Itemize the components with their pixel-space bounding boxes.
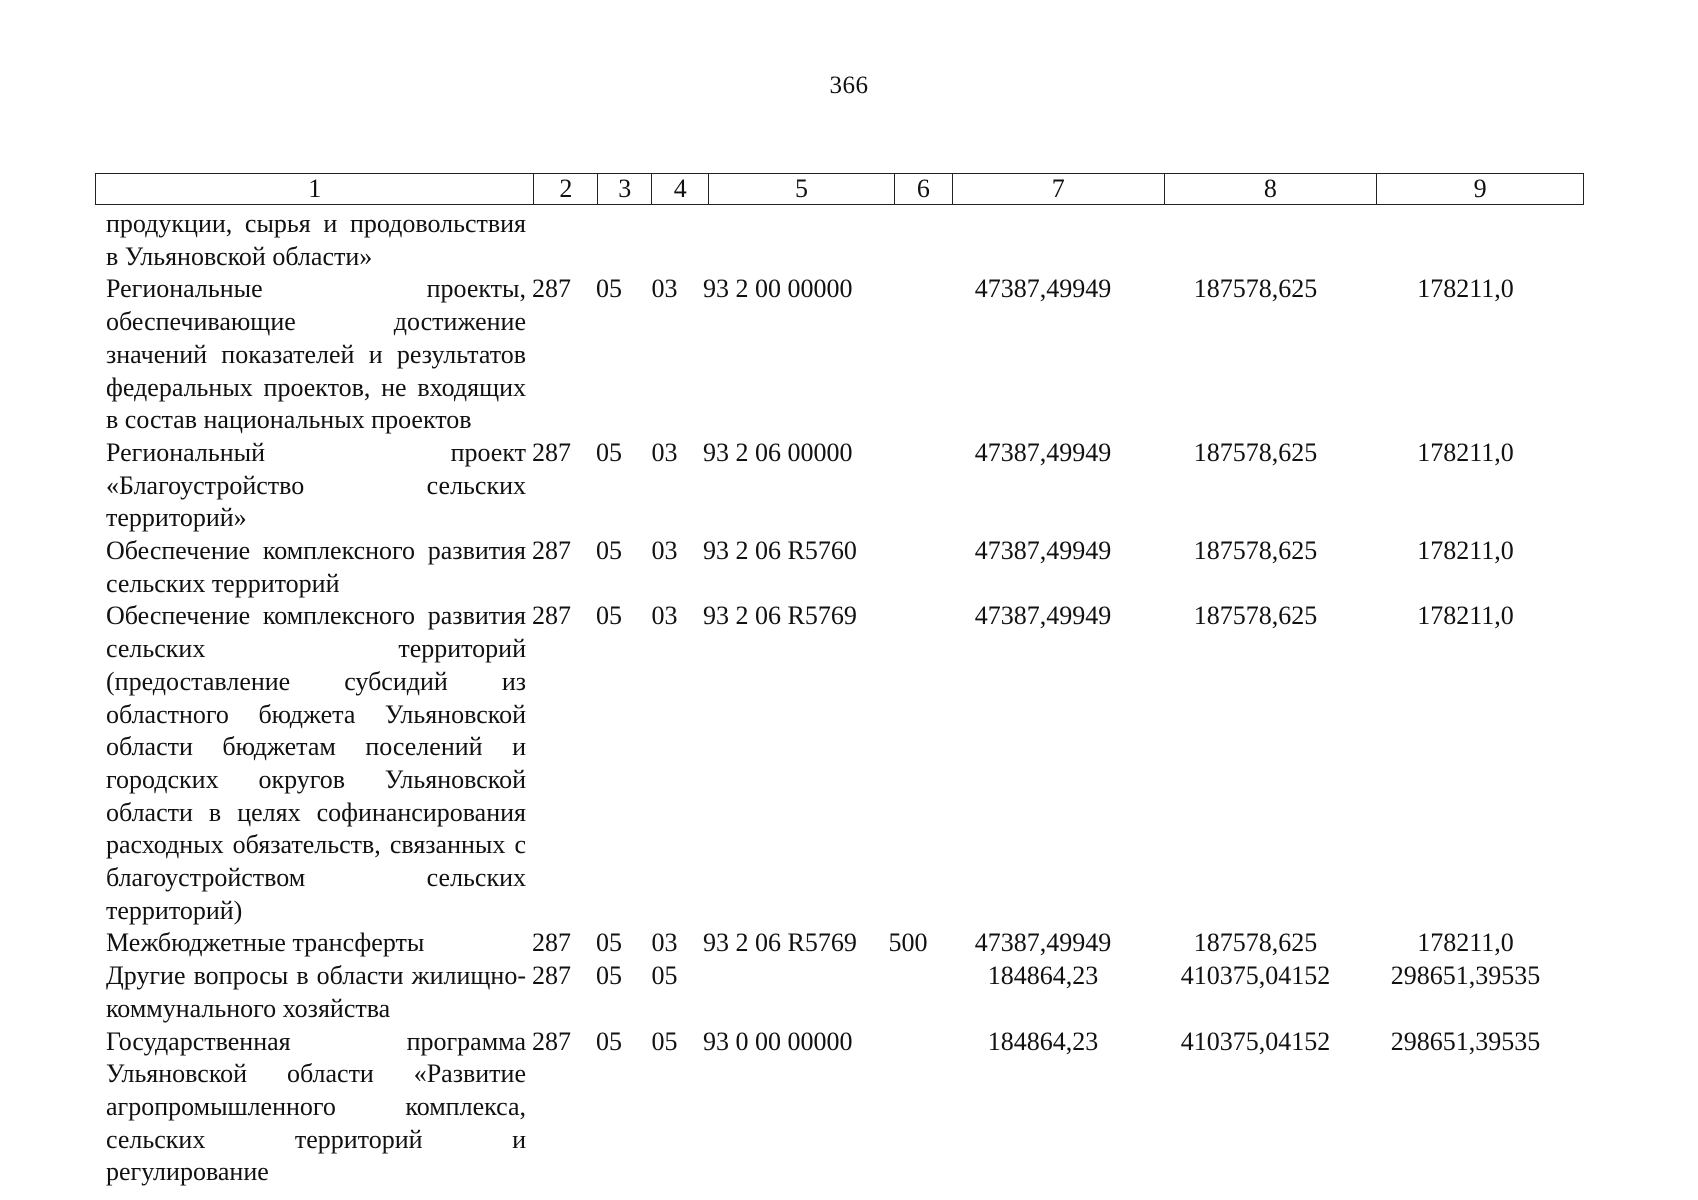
row-name: продукции, сырья и продовольствия в Ульяновской области» bbox=[106, 209, 526, 271]
table-row bbox=[106, 927, 1586, 960]
cell-col3: 05 bbox=[596, 437, 622, 467]
cell-col9: 178211,0 bbox=[1417, 536, 1514, 566]
table-row bbox=[106, 535, 1586, 600]
row-name: Обеспечение комплексного развития сельских территорий (предоставление субсидий из областного бюджета Ульяновской области бюджетам поселений и городских округов Ульяновской области в целях софинансирования расходных обязательств, связанных с благоустройством сельских территорий) bbox=[106, 601, 526, 925]
cell-col5: 93 0 00 00000 bbox=[703, 1026, 853, 1056]
cell-col2: 287 bbox=[532, 928, 571, 958]
cell-col6: 500 bbox=[888, 928, 928, 958]
cell-col8: 187578,625 bbox=[1193, 437, 1318, 467]
cell-col3: 05 bbox=[596, 536, 622, 566]
cell-col4: 05 bbox=[651, 1026, 678, 1056]
cell-col8: 410375,04152 bbox=[1180, 1026, 1331, 1056]
table-row bbox=[106, 208, 1586, 273]
cell-col5: 93 2 00 00000 bbox=[703, 274, 853, 304]
cell-col5: 93 2 06 R5760 bbox=[703, 536, 857, 566]
cell-col2: 287 bbox=[532, 601, 571, 631]
row-name: Региональный проект «Благоустройство сельских территорий» bbox=[106, 437, 526, 533]
cell-col7: 47387,49949 bbox=[974, 601, 1112, 631]
page-number: 366 bbox=[829, 72, 869, 99]
cell-col3: 05 bbox=[596, 928, 622, 958]
header-cell-6: 6 bbox=[894, 174, 952, 204]
cell-col8: 410375,04152 bbox=[1180, 961, 1331, 991]
cell-col9: 178211,0 bbox=[1417, 928, 1514, 958]
cell-col9: 178211,0 bbox=[1417, 601, 1514, 631]
cell-col7: 47387,49949 bbox=[974, 536, 1112, 566]
cell-col8: 187578,625 bbox=[1193, 928, 1318, 958]
row-name: Межбюджетные трансферты bbox=[106, 928, 425, 958]
cell-col3: 05 bbox=[596, 274, 622, 304]
cell-col3: 05 bbox=[596, 961, 622, 991]
cell-col4: 03 bbox=[651, 928, 678, 958]
table-body bbox=[106, 208, 1586, 1189]
cell-col4: 03 bbox=[651, 437, 678, 467]
row-name: Региональные проекты, обеспечивающие достижение значений показателей и результатов федеральных проектов, не входящих в состав национальных проектов bbox=[106, 274, 526, 435]
cell-col5: 93 2 06 R5769 bbox=[703, 928, 857, 958]
cell-col3: 05 bbox=[596, 601, 622, 631]
table-row bbox=[106, 1026, 1586, 1190]
cell-col8: 187578,625 bbox=[1193, 274, 1318, 304]
header-cell-7: 7 bbox=[952, 174, 1164, 204]
table-row bbox=[106, 960, 1586, 1025]
header-cell-9: 9 bbox=[1376, 174, 1583, 204]
cell-col9: 178211,0 bbox=[1417, 437, 1514, 467]
cell-col9: 298651,39535 bbox=[1390, 1026, 1541, 1056]
table-row bbox=[106, 437, 1586, 535]
table-header bbox=[95, 173, 1584, 205]
cell-col7: 47387,49949 bbox=[974, 437, 1112, 467]
header-cell-3: 3 bbox=[597, 174, 651, 204]
cell-col7: 184864,23 bbox=[987, 1026, 1099, 1056]
cell-col4: 03 bbox=[651, 601, 678, 631]
cell-col2: 287 bbox=[532, 437, 571, 467]
header-cell-4: 4 bbox=[651, 174, 708, 204]
row-name: Обеспечение комплексного развития сельских территорий bbox=[106, 536, 526, 598]
cell-col8: 187578,625 bbox=[1193, 601, 1318, 631]
table-row bbox=[106, 600, 1586, 927]
cell-col2: 287 bbox=[532, 536, 571, 566]
cell-col9: 298651,39535 bbox=[1390, 961, 1541, 991]
cell-col5: 93 2 06 R5769 bbox=[703, 601, 857, 631]
cell-col5: 93 2 06 00000 bbox=[703, 437, 853, 467]
cell-col4: 03 bbox=[651, 274, 678, 304]
cell-col7: 47387,49949 bbox=[974, 274, 1112, 304]
header-cell-8: 8 bbox=[1164, 174, 1377, 204]
cell-col7: 47387,49949 bbox=[974, 928, 1112, 958]
cell-col4: 05 bbox=[651, 961, 678, 991]
table-row bbox=[106, 273, 1586, 437]
cell-col2: 287 bbox=[532, 961, 571, 991]
header-cell-2: 2 bbox=[533, 174, 597, 204]
cell-col2: 287 bbox=[532, 274, 571, 304]
cell-col4: 03 bbox=[651, 536, 678, 566]
header-cell-5: 5 bbox=[708, 174, 894, 204]
cell-col8: 187578,625 bbox=[1193, 536, 1318, 566]
cell-col9: 178211,0 bbox=[1417, 274, 1514, 304]
row-name: Другие вопросы в области жилищно-коммунального хозяйства bbox=[106, 961, 526, 1023]
header-cell-1: 1 bbox=[308, 174, 322, 203]
cell-col2: 287 bbox=[532, 1026, 571, 1056]
row-name: Государственная программа Ульяновской области «Развитие агропромышленного комплекса, сельских территорий и регулирование bbox=[106, 1026, 526, 1187]
cell-col7: 184864,23 bbox=[987, 961, 1099, 991]
cell-col3: 05 bbox=[596, 1026, 622, 1056]
